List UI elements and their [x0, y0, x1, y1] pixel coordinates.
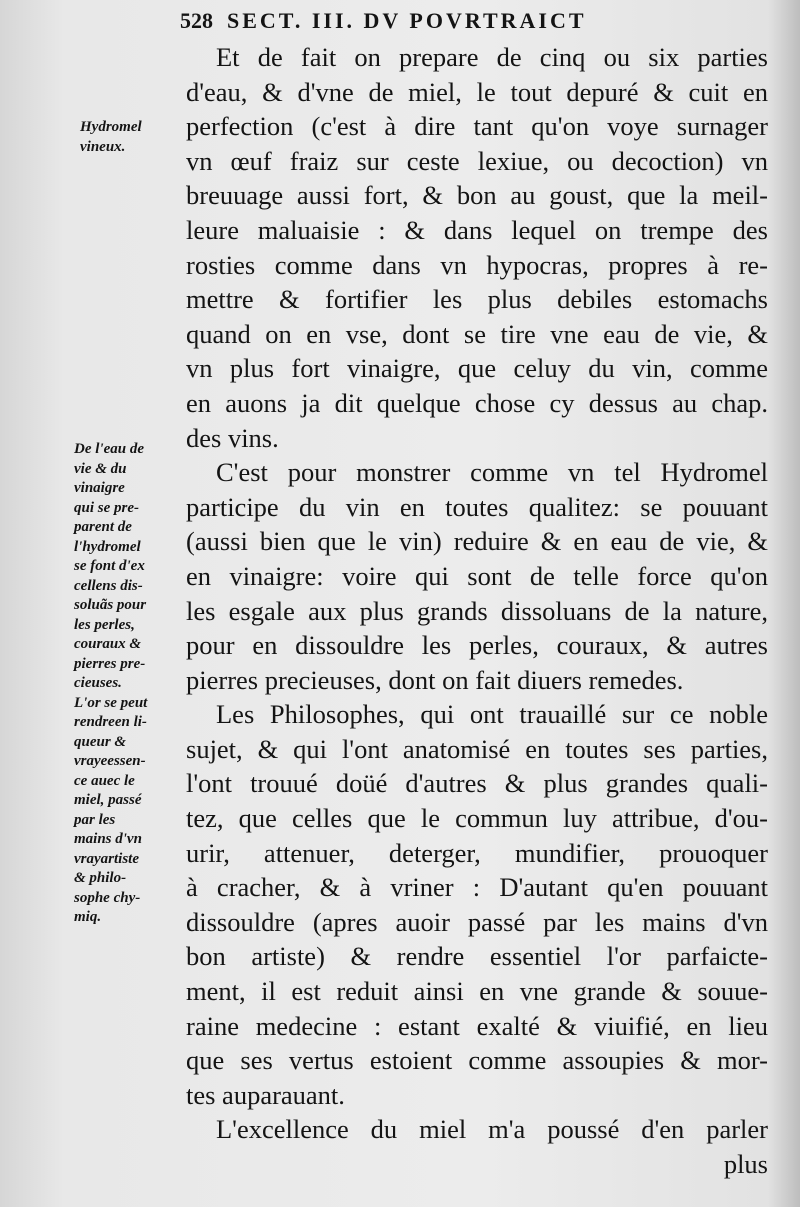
text-line: (aussi bien que le vin) reduire & en eau de vie, & — [186, 526, 768, 557]
margin-note-line: se font d'ex — [74, 558, 145, 574]
margin-note-line: queur & — [74, 733, 127, 750]
body-text — [186, 40, 768, 1182]
text-line: perfection (c'est à dire tant qu'on voye surnager — [186, 111, 768, 142]
text-line: vn œuf fraiz sur ceste lexiue, ou decoction) vn — [186, 145, 768, 176]
margin-note-line: les perles, — [74, 616, 135, 633]
margin-note-line: soluãs pour — [74, 597, 147, 613]
margin-note-hydromel — [80, 118, 142, 157]
margin-note-line: vie & du — [74, 460, 127, 477]
text-line: L'excellence du miel m'a poussé d'en parler — [216, 1114, 768, 1145]
paragraph-philosophes — [186, 697, 768, 1112]
margin-note-line: & philo- — [74, 870, 127, 886]
margin-note-line: rendreen li- — [74, 714, 147, 730]
text-line: sujet, & qui l'ont anatomisé en toutes ses parties, — [186, 733, 768, 764]
text-line: que ses vertus estoient comme assoupies & mor- — [186, 1045, 768, 1076]
text-line: bon artiste) & rendre essentiel l'or parfaicte- — [186, 941, 768, 972]
text-line: pierres precieuses, dont on fait diuers remedes. — [186, 664, 684, 695]
text-line: raine medecine : estant exalté & viuifié, en lieu — [186, 1010, 768, 1041]
margin-note-line: qui se pre- — [74, 499, 139, 516]
margin-note-line: mains d'vn — [74, 831, 142, 847]
text-line: mettre & fortifier les plus debiles estomachs — [186, 284, 768, 315]
margin-note-line: vrayartiste — [74, 850, 139, 867]
running-title: SECT. III. DV POVRTRAICT — [227, 8, 587, 33]
margin-note-line: De l'eau de — [74, 441, 144, 457]
margin-note-line: pierres pre- — [74, 655, 146, 672]
margin-note-line: vineux. — [80, 138, 126, 155]
running-header — [180, 8, 780, 34]
text-line: tez, que celles que le commun luy attribue, d'ou- — [186, 803, 768, 834]
text-line: participe du vin en toutes qualitez: se pouuant — [186, 491, 768, 522]
text-line: l'ont trouué doüé d'autres & plus grandes quali- — [186, 768, 768, 799]
margin-note-line: miel, passé — [74, 792, 142, 808]
text-line: leure maluaisie : & dans lequel on trempe des — [186, 214, 768, 245]
margin-note-line: vrayeessen- — [74, 753, 146, 769]
margin-note-line: L'or se peut — [74, 694, 148, 711]
text-line: ment, il est reduit ainsi en vne grande & souue- — [186, 976, 768, 1007]
paragraph-hydromel-vineux — [186, 40, 768, 455]
margin-note-line: par les — [74, 811, 116, 828]
margin-note-line: couraux & — [74, 636, 142, 652]
margin-note-line: l'hydromel — [74, 538, 141, 555]
text-line: quand on en vse, dont se tire vne eau de vie, & — [186, 318, 768, 349]
margin-note-eau-de-vie — [74, 440, 147, 928]
page-number: 528 — [180, 8, 213, 33]
text-line: les esgale aux plus grands dissoluans de la nature, — [186, 595, 768, 626]
text-line: Et de fait on prepare de cinq ou six parties — [216, 42, 768, 72]
margin-note-line: parent de — [74, 519, 132, 535]
margin-note-line: vinaigre — [74, 480, 125, 496]
text-line: tes auparauant. — [186, 1079, 345, 1110]
margin-note-line: miq. — [74, 909, 102, 925]
catchword: plus — [723, 1149, 768, 1179]
paragraph-excellence-du-miel — [186, 1112, 768, 1147]
paragraph-vin-qualitez — [186, 455, 768, 697]
text-line: d'eau, & d'vne de miel, le tout depuré & cuit en — [186, 76, 768, 107]
text-line: pour en dissouldre les perles, couraux, & autres — [186, 630, 768, 661]
text-line: en auons ja dit quelque chose cy dessus au chap. — [186, 387, 768, 418]
text-line: rosties comme dans vn hypocras, propres à re- — [186, 249, 768, 280]
text-line: à cracher, & à vriner : D'autant qu'en pouuant — [186, 872, 768, 903]
text-line: Les Philosophes, qui ont trauaillé sur ce noble — [216, 699, 768, 730]
margin-note-line: cellens dis- — [74, 577, 143, 594]
margin-note-line: Hydromel — [80, 119, 142, 135]
text-line: en vinaigre: voire qui sont de telle force qu'on — [186, 560, 768, 591]
text-line: urir, attenuer, deterger, mundifier, prouoquer — [186, 837, 768, 868]
text-line: C'est pour monstrer comme vn tel Hydromel — [216, 457, 768, 488]
margin-note-line: sophe chy- — [74, 889, 141, 906]
margin-note-line: cieuses. — [74, 675, 122, 691]
text-line: vn plus fort vinaigre, que celuy du vin, comme — [186, 353, 768, 384]
text-line: dissouldre (apres auoir passé par les mains d'vn — [186, 906, 768, 937]
text-line: breuuage aussi fort, & bon au goust, que la meil- — [186, 180, 768, 211]
margin-note-line: ce auec le — [74, 772, 135, 789]
text-line: des vins. — [186, 422, 279, 453]
